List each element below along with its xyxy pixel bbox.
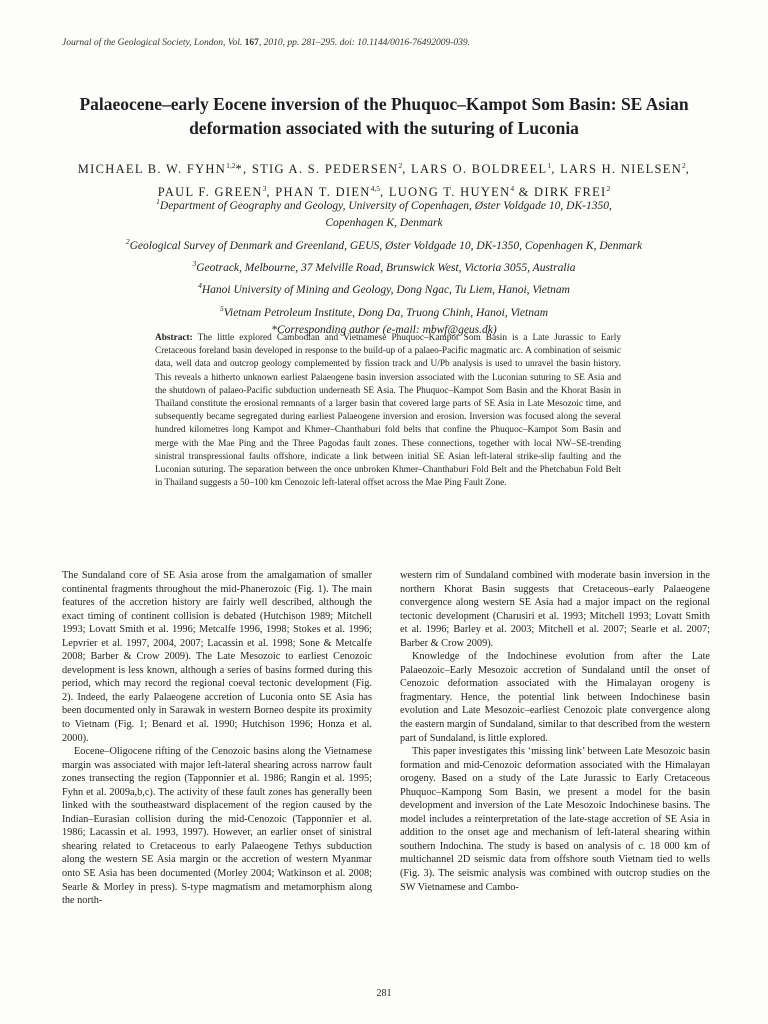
- affil-number: 2: [125, 236, 130, 246]
- running-head: [62, 38, 470, 48]
- author-affil-sup: 1: [547, 161, 552, 170]
- affiliation-1-cont: Copenhagen K, Denmark: [325, 217, 443, 230]
- affiliation-5: [40, 300, 728, 322]
- paragraph: Eocene–Oligocene rifting of the Cenozoic basins along the Vietnamese margin was associated with major left-lateral shearing across narrow fault zones transecting the region (Tapponnier et al. 1986; Rangin et al. 1995; Fyhn et al. 2009a,b,c). The activity of these fault zones has generally been linked with the southeastward displacement of the region caused by the Indian–Eurasian collision during the mid-Cenozoic (Tapponnier et al. 1986; Lacassin et al. 1993, 1997). However, an earlier onset of sinistral shearing related to Cretaceous to early Palaeogene Tethys subduction along the western SE Asia margin or the accretion of western Myanmar onto SE Asia has been documented (Morley 2004; Watkinson et al. 2008; Searle & Morley in press). S-type magmatism and metamorphism along the north-: [62, 746, 372, 907]
- author-line-1: [40, 156, 728, 179]
- affil-text: Vietnam Petroleum Institute, Dong Da, Truong Chinh, Hanoi, Vietnam: [223, 306, 549, 319]
- title-line-1: Palaeocene–early Eocene inversion of the Phuquoc–Kampot Som Basin: SE Asian: [79, 94, 689, 114]
- affil-text: Department of Geography and Geology, University of Copenhagen, Øster Voldgade 10, DK-1350,: [159, 199, 612, 212]
- affil-number: 4: [198, 281, 202, 291]
- author-affil-sup: 2: [398, 161, 403, 170]
- abstract-text: The little explored Cambodian and Vietnamese Phuquoc–Kampot Som Basin is a Late Jurassic to Early Cretaceous foreland basin developed in response to the build-up of a palaeo-Pacific magmatic arc. A combination of seismic data, well data and outcrop geology complemented by fission track and U/Pb analysis is used to unravel the basin history. This reveals a hitherto unknown earliest Palaeogene basin inversion associated with the Luconian suturing to SE Asia and the shutdown of palaeo-Pacific subduction underneath SE Asia. The Phuquoc–Kampot Som Basin and the Khorat Basin in Thailand constitute the erosional remnants of a larger basin that covered large parts of SE Asia in Late Mesozoic time, and subsequently became segregated during earliest Palaeogene inversion and erosion. Inversion was focused along the several hundred kilometres long Kampot and Khmer–Chanthaburi fold belts that confine the Phuquoc–Kampot Som Basin and merge with the Mae Ping and the Three Pagodas fault zones. These connections, together with local NW–SE-trending sinistral transpressional faults offshore, indicate a link between initial SE Asian left-lateral strike-slip faulting and the Luconian suturing. The separation between the once unbroken Khmer–Chanthaburi Fold Belt and the Phetchabun Fold Belt in Thailand suggests a 50–100 km Cenozoic left-lateral offset across the Mae Ping Fault Zone.: [155, 333, 622, 489]
- abstract: [155, 332, 621, 490]
- body-column-left: [62, 569, 372, 908]
- author-affil-sup: 2: [682, 161, 686, 170]
- affiliation-4: [40, 277, 728, 299]
- author-affil-sup: 2: [606, 184, 611, 194]
- author-sep: ,: [685, 162, 691, 177]
- author-affil-sup: 4,5: [370, 184, 380, 194]
- corresponding-mark: *,: [235, 162, 252, 177]
- author-sep: ,: [402, 162, 412, 177]
- volume-number: 167: [244, 38, 259, 48]
- author-name: LARS H. NIELSEN: [560, 162, 683, 177]
- citation-details: , 2010, pp. 281–295. doi: 10.1144/0016-76492009-039.: [258, 38, 471, 48]
- paragraph: This paper investigates this ‘missing link’ between Late Mesozoic basin formation and mid-Cenozoic deformation associated with the Himalayan orogeny. Based on a study of the Late Jurassic to Early Cretaceous Phuquoc–Kampong Som Basin, we present a model for the basin development and inversion of the Late Mesozoic Indochinese basins. The model includes a reinterpretation of the late-stage accretion of SE Asia in addition to the onset age and mechanism of left-lateral shearing within southern Indochina. The study is based on analysis of c. 18 000 km of multichannel 2D seismic data from offshore south Vietnam tied to wells (Fig. 3). The seismic analysis was combined with outcrop studies on the SW Vietnamese and Cambo-: [400, 746, 710, 893]
- affiliation-2: [40, 233, 728, 255]
- author-name: STIG A. S. PEDERSEN: [251, 162, 399, 177]
- author-amp: &: [514, 185, 535, 200]
- author-name: DIRK FREI: [534, 185, 607, 200]
- abstract-label: Abstract:: [155, 333, 193, 343]
- volume-prefix: , Vol.: [222, 38, 245, 48]
- affil-text: Hanoi University of Mining and Geology, Dong Ngac, Tu Liem, Hanoi, Vietnam: [201, 284, 570, 297]
- affil-number: 1: [156, 197, 160, 206]
- affiliations: [40, 193, 728, 340]
- author-name: LUONG T. HUYEN: [388, 185, 511, 200]
- author-name: MICHAEL B. W. FYHN: [77, 162, 227, 177]
- author-affil-sup: 4: [510, 184, 515, 194]
- author-name: PHAN T. DIEN: [275, 185, 371, 200]
- author-name: PAUL F. GREEN: [157, 185, 263, 200]
- affil-number: 5: [219, 303, 224, 313]
- article-title: [40, 92, 728, 140]
- author-name: LARS O. BOLDREEL: [411, 162, 548, 177]
- paragraph: The Sundaland core of SE Asia arose from the amalgamation of smaller continental fragments throughout the mid-Phanerozoic (Fig. 1). The main features of the accretion history are fairly well described, although the exact timing of continent collision is debated (Hutchison 1989; Mitchell 1993; Lovatt Smith et al. 1996; Metcalfe 1996, 1998; Stokes et al. 1996; Lepvrier et al. 1997, 2004, 2007; Lacassin et al. 1998; Sone & Metcalfe 2008; Barber & Crow 2009). The Late Mesozoic to earliest Cenozoic development is less known, although a series of basins formed during this period, which may record the regional coeval tectonic development (Fig. 2). Indeed, the early Palaeogene accretion of Luconia onto SE Asia has been documented only in Sarawak in western Borneo despite its proximity to Vietnam (Fig. 1; Benard et al. 1990; Hutchison 1996; Honza et al. 2000).: [62, 570, 372, 744]
- author-sep: ,: [380, 185, 389, 200]
- author-affil-sup: 3: [262, 184, 267, 194]
- affil-text: Geological Survey of Denmark and Greenland, GEUS, Øster Voldgade 10, DK-1350, Copenhagen K, Denmark: [129, 239, 643, 252]
- title-line-2: deformation associated with the suturing of Luconia: [189, 118, 579, 138]
- paragraph: western rim of Sundaland combined with moderate basin inversion in the northern Khorat Basin suggests that Cretaceous–early Palaeogene convergence along western SE Asia had a major impact on the regional tectonic development (Charusiri et al. 1993; Mitchell 1993; Lovatt Smith et al. 1996; Barley et al. 2003; Mitchell et al. 2007; Searle et al. 2007; Barber & Crow 2009).: [400, 570, 710, 649]
- page-number: 281: [376, 988, 392, 999]
- paragraph: Knowledge of the Indochinese evolution from after the Late Palaeozoic–Early Mesozoic accretion of Sundaland until the onset of Cenozoic deformation associated with the Himalayan orogeny is fragmentary. Hence, the potential link between Indochinese basin evolution and Late Mesozoic–earliest Cenozoic plate convergence along the eastern margin of Sundaland, similar to that described from the western part of Sundaland, is little explored.: [400, 651, 710, 744]
- author-affil-sup: 1,2: [226, 161, 236, 170]
- body-column-right: [400, 569, 710, 894]
- affil-text: Geotrack, Melbourne, 37 Melville Road, Brunswick West, Victoria 3055, Australia: [196, 261, 576, 274]
- author-sep: ,: [266, 185, 276, 200]
- journal-name: Journal of the Geological Society, London: [62, 38, 223, 48]
- affiliation-1: [40, 193, 728, 215]
- affil-number: 3: [192, 259, 197, 269]
- affiliation-3: [40, 255, 728, 277]
- corresponding-author: *Corresponding author (e-mail: mbwf@geus.dk): [271, 324, 497, 337]
- author-sep: ,: [551, 162, 561, 177]
